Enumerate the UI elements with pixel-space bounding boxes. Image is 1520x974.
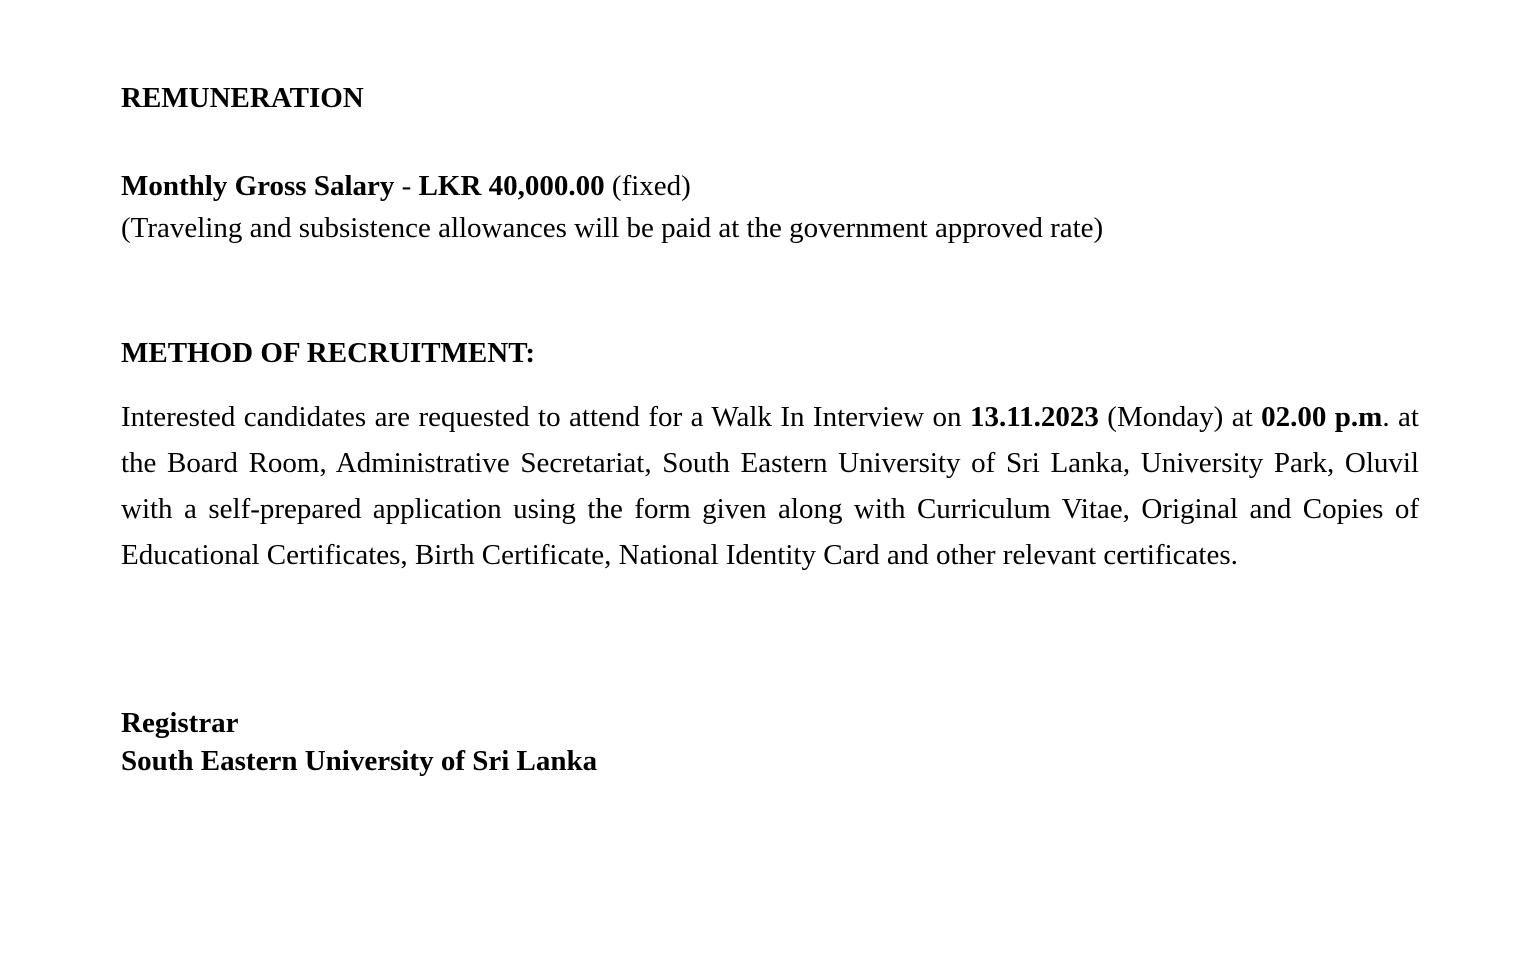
salary-label: Monthly Gross Salary	[121, 170, 395, 202]
interview-date: 13.11.2023	[969, 401, 1099, 433]
recruitment-text-part-1: Interested candidates are requested to attend for a Walk In Interview on	[121, 401, 970, 433]
salary-amount: LKR 40,000.00	[418, 170, 605, 202]
signatory-organization: South Eastern University of Sri Lanka	[121, 745, 598, 777]
recruitment-paragraph	[121, 394, 1419, 578]
interview-time: 02.00 p.m	[1261, 401, 1383, 433]
recruitment-text-part-3: . at the Board Room, Administrative Secretariat, South Eastern University of Sri Lanka, University Park, Oluvil with a self-prepared application using the form given along with Curriculum Vitae, Original and Copies of Educational Certificates, Birth Certificate, National Identity Card and other relevant certificates.	[121, 401, 1419, 571]
signature-block	[121, 704, 597, 780]
salary-separator: -	[394, 170, 419, 202]
recruitment-text-part-2: (Monday) at	[1098, 401, 1262, 433]
recruitment-heading: METHOD OF RECRUITMENT:	[121, 337, 536, 369]
salary-qualifier: (fixed)	[604, 170, 691, 202]
salary-line	[121, 169, 691, 203]
remuneration-heading: REMUNERATION	[121, 82, 364, 114]
allowance-note: (Traveling and subsistence allowances will be paid at the government approved rate)	[121, 212, 1104, 244]
signatory-title: Registrar	[121, 707, 239, 739]
